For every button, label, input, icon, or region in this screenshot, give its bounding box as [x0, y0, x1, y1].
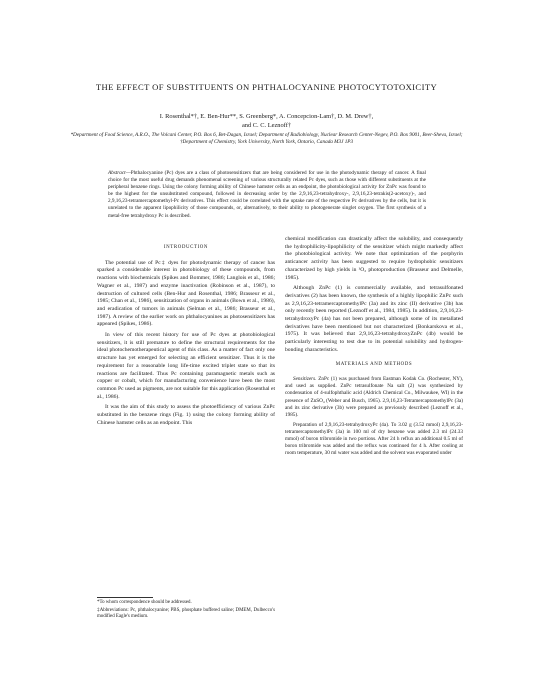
methods-paragraph-2: Preparation of 2,9,16,23-tetrahydroxyPc (4a). To 3.02 g (3.52 mmol) 2,9,16,23-tetramercaptomethylPc (3a) in 100 ml of dry benzene was added 2.3 ml (24.33 mmol) of boron tribromide in two portions. After 24 h reflux an additional 0.5 ml of boron tribromide was added and the reflux was continued for 4 h. After cooling at room temperature, 30 ml water was added and the solvent was evaporated under [285, 421, 463, 457]
affiliation-line-3: †Department of Chemistry, York University, North York, Ontario, Canada M3J 1P3 [179, 139, 354, 146]
methods-paragraph-1-text: ZnPc (1) was purchased from Eastman Kodak Co. (Rochester, NY), and used as supplied. ZnPc tetrasulfonate Na salt (2) was synthesized by condensation of 4-sulfophthalic acid (Aldrich Chemical Co., Milwaukee, WI) in the presence of ZnSO₄ (Weber and Busch, 1965). 2,9,16,23-TetramercaptomethylPc (3a) and its zinc derivative (3b) were prepared as previously described (Leznoff et al., 1985). [285, 376, 463, 418]
right-paragraph-2: Although ZnPc (1) is commercially available, and tetrasulfonated derivatives (2) has been known, the synthesis of a highly lipophilic ZnPc such as 2,9,16,23-tetramercaptomethylPc (3a) and its zinc (II) derivative (3b) has only recently been reported (Leznoff et al., 1984, 1985). In addition, 2,9,16,23-tetrahydroxyPc (4a) has not been prepared, although some of its metallated derivatives have been mentioned but not characterized (Bonkarskova et al., 1975). It was believed that 2,9,16,23-tetrahydroxyZnPc (4b) would be particularly interesting to test due to its potential solubility and hydrogen-bonding characteristics. [285, 285, 463, 353]
author-line-1: I. Rosenthal*†, E. Ben-Hur**, S. Greenberg*, A. Concepcion-Lam†, D. M. Drew†, [159, 113, 374, 120]
methods-paragraph-1 [285, 376, 463, 419]
right-column [285, 236, 463, 460]
footnote-2: ‡Abbreviations: Pc, phthalocyanine; PBS, phosphate buffered saline; DMEM, Dulbecco's modified Eagle's medium. [97, 607, 275, 620]
left-column [97, 236, 275, 430]
intro-paragraph-2: In view of this recent history for use of Pc dyes at photobiological sensitizers, it is still premature to define the structural requirements for the ideal photochemotherapeutical agent of this class. As a matter of fact only one structure has yet emerged for selecting an efficient sensitizer. Thus it is the requirement for a reasonable long life-time excited triplet state so that its reactions are facilitated. Thus Pc containing paramagnetic metals such as copper or cobalt, which for manufacturing convenience have been the most common Pc used as pigments, are not suitable for this application (Rosenthal et al., 1986). [97, 332, 275, 400]
footnote-1: *To whom correspondence should be addressed. [97, 600, 192, 605]
abstract-heading: Abstract [108, 170, 126, 176]
author-list [60, 112, 473, 130]
section-heading-methods: MATERIALS AND METHODS [335, 361, 413, 367]
affiliation-1: *Department of Food Science, A.R.O., The Volcani Center, P.O. Box 6, Bet-Dagan, Israel; [70, 132, 259, 138]
affiliations [60, 132, 473, 146]
footnote-divider [97, 597, 153, 598]
footnotes [97, 600, 275, 622]
paper-title: THE EFFECT OF SUBSTITUENTS ON PHTHALOCYANINE PHOTOCYTOTOXICITY [95, 82, 438, 92]
author-line-2: and C. C. Leznoff† [241, 122, 292, 129]
section-heading-introduction: INTRODUCTION [163, 245, 209, 250]
abstract-text: —Phthalocyanine (Pc) dyes are a class of photosensitizers that are being considered for use in the photodynamic therapy of cancer. A final choice for the most useful drug demands phenomenal screening of various structurally related Pc dyes, such as those with different substituents at the peripheral benzene rings. Using the colony forming ability of Chinese hamster cells as an endpoint, the photobiological activity for ZnPc was found to be the highest for the unsubstituted compound, followed in decreasing order by the 2,9,16,23-tetrahydroxy-, 2,9,16,23-tetrakis(2-acetoxy)-, and 2,9,16,23-tetramercaptomethyl-Pc derivatives. This effect could be correlated with the uptake rate of the respective Pc derivatives by the cells, but it is unrelated to the apparent lipophilicity of those compounds, or, alternatively, to their ability to photogenerate singlet oxygen. The first synthesis of a metal-free tetrahydroxy Pc is described. [108, 170, 426, 219]
affiliation-2: Department of Radiobiology, Nuclear Research Center-Negev, P.O. Box 9001, Beer-Sheva, Israel; [258, 132, 463, 138]
right-paragraph-1: chemical modification can drastically affect the solubility, and consequently the hydrophilicity-lipophilicity of the sensitizer which might markedly affect the photobiological activity. We note that optimization of the porphyrin anticancer activity has been suggested to require hydrophobic sensitizers characterized by high yields in ¹O₂ photoproduction (Brasseur and Delmelle, 1985). [285, 236, 463, 281]
abstract [108, 170, 426, 220]
intro-paragraph-1: The potential use of Pc‡ dyes for photodynamic therapy of cancer has sparked a considerable interest in photobiology of these compounds, from reactions with biochemicals (Spikes and Bommer, 1986; Langlois et al., 1986; Wagner et al., 1987) and enzyme inactivation (Robinson et al., 1987), to destruction of cultured cells (Ben-Hur and Rosenthal, 1986; Brasseur et al., 1985; Chan et al., 1986), sensitization of organs in animals (Bown et al., 1986), and eradication of tumors in animals (Selman et al., 1986; Brasseur et al., 1987). A review of the earlier work on phthalocyanines as photosensitizers has appeared (Spikes, 1986). [97, 259, 275, 328]
intro-paragraph-3: It was the aim of this study to assess the photoefficiency of various ZnPc substituted in the benzene rings (Fig. 1) using the colony forming ability of Chinese hamster cells as an endpoint. This [97, 404, 275, 426]
methods-subheading: Sensitizers. [293, 376, 317, 383]
